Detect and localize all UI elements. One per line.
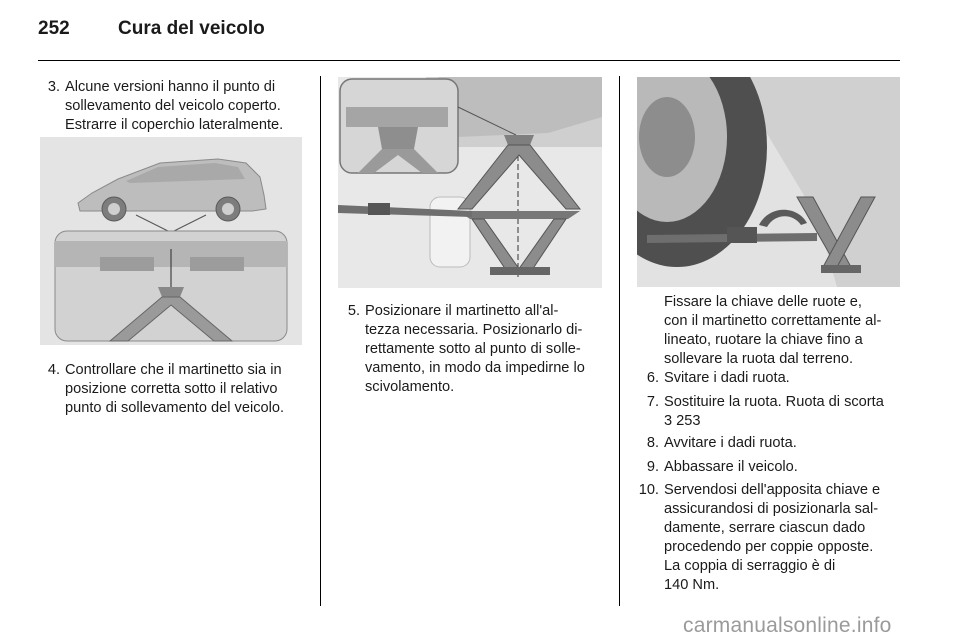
page-number: 252 xyxy=(38,18,70,39)
step-text-line: tezza necessaria. Posizionarlo di- xyxy=(365,322,583,338)
wheel-jack-wrench-illustration xyxy=(637,77,900,287)
step-text-line: Posizionare il martinetto all'al- xyxy=(365,303,559,319)
paragraph-wrench xyxy=(664,293,904,369)
header-rule xyxy=(38,60,900,61)
step-number: 8. xyxy=(646,435,659,451)
step-text-line: sollevamento del veicolo coperto. xyxy=(65,98,281,114)
column-divider-2 xyxy=(619,76,620,606)
step-text-line: Svitare i dadi ruota. xyxy=(664,370,790,386)
figure-wheel-raise xyxy=(637,77,900,287)
step-number: 6. xyxy=(646,370,659,386)
watermark: carmanualsonline.info xyxy=(683,614,892,637)
scissor-jack-illustration xyxy=(338,77,602,288)
step-text-line: assicurandosi di posizionarla sal- xyxy=(664,501,879,517)
step-text-line: Estrarre il coperchio lateralmente. xyxy=(65,117,284,133)
step-text-line: 140 Nm. xyxy=(664,577,720,593)
step-text-line: Servendosi dell'apposita chiave e xyxy=(664,482,881,498)
step-text-line: Controllare che il martinetto sia in xyxy=(65,362,282,378)
step-number: 7. xyxy=(646,394,659,410)
step-text-line: Abbassare il veicolo. xyxy=(664,459,798,475)
paragraph-line: sollevare la ruota dal terreno. xyxy=(664,351,854,367)
paragraph-line: con il martinetto correttamente al- xyxy=(664,313,882,329)
column-divider-1 xyxy=(320,76,321,606)
step-text-line: rettamente sotto al punto di solle- xyxy=(365,341,581,357)
step-text-line: La coppia di serraggio è di xyxy=(664,558,836,574)
step-text-line: vamento, in modo da impedirne lo xyxy=(365,360,585,376)
car-lift-point-illustration xyxy=(40,137,302,345)
step-number: 3. xyxy=(47,79,60,95)
paragraph-line: Fissare la chiave delle ruote e, xyxy=(664,294,862,310)
page-title: Cura del veicolo xyxy=(118,18,265,39)
step-text-line: Sostituire la ruota. Ruota di scorta xyxy=(664,394,884,410)
cross-reference-link[interactable]: 3 253 xyxy=(664,413,701,429)
step-text-line: Avvitare i dadi ruota. xyxy=(664,435,797,451)
step-text-line: punto di sollevamento del veicolo. xyxy=(65,400,285,416)
step-number: 9. xyxy=(646,459,659,475)
step-text-line: damente, serrare ciascun dado xyxy=(664,520,866,536)
step-text-line: procedendo per coppie opposte. xyxy=(664,539,874,555)
figure-car-lift-point xyxy=(40,137,302,345)
figure-jack-position xyxy=(338,77,602,288)
paragraph-line: lineato, ruotare la chiave fino a xyxy=(664,332,863,348)
step-number: 4. xyxy=(47,362,60,378)
step-number: 5. xyxy=(347,303,360,319)
step-text-line: Alcune versioni hanno il punto di xyxy=(65,79,276,95)
step-number: 10. xyxy=(638,482,659,498)
step-text-line: posizione corretta sotto il relativo xyxy=(65,381,278,397)
step-text-line: scivolamento. xyxy=(365,379,455,395)
